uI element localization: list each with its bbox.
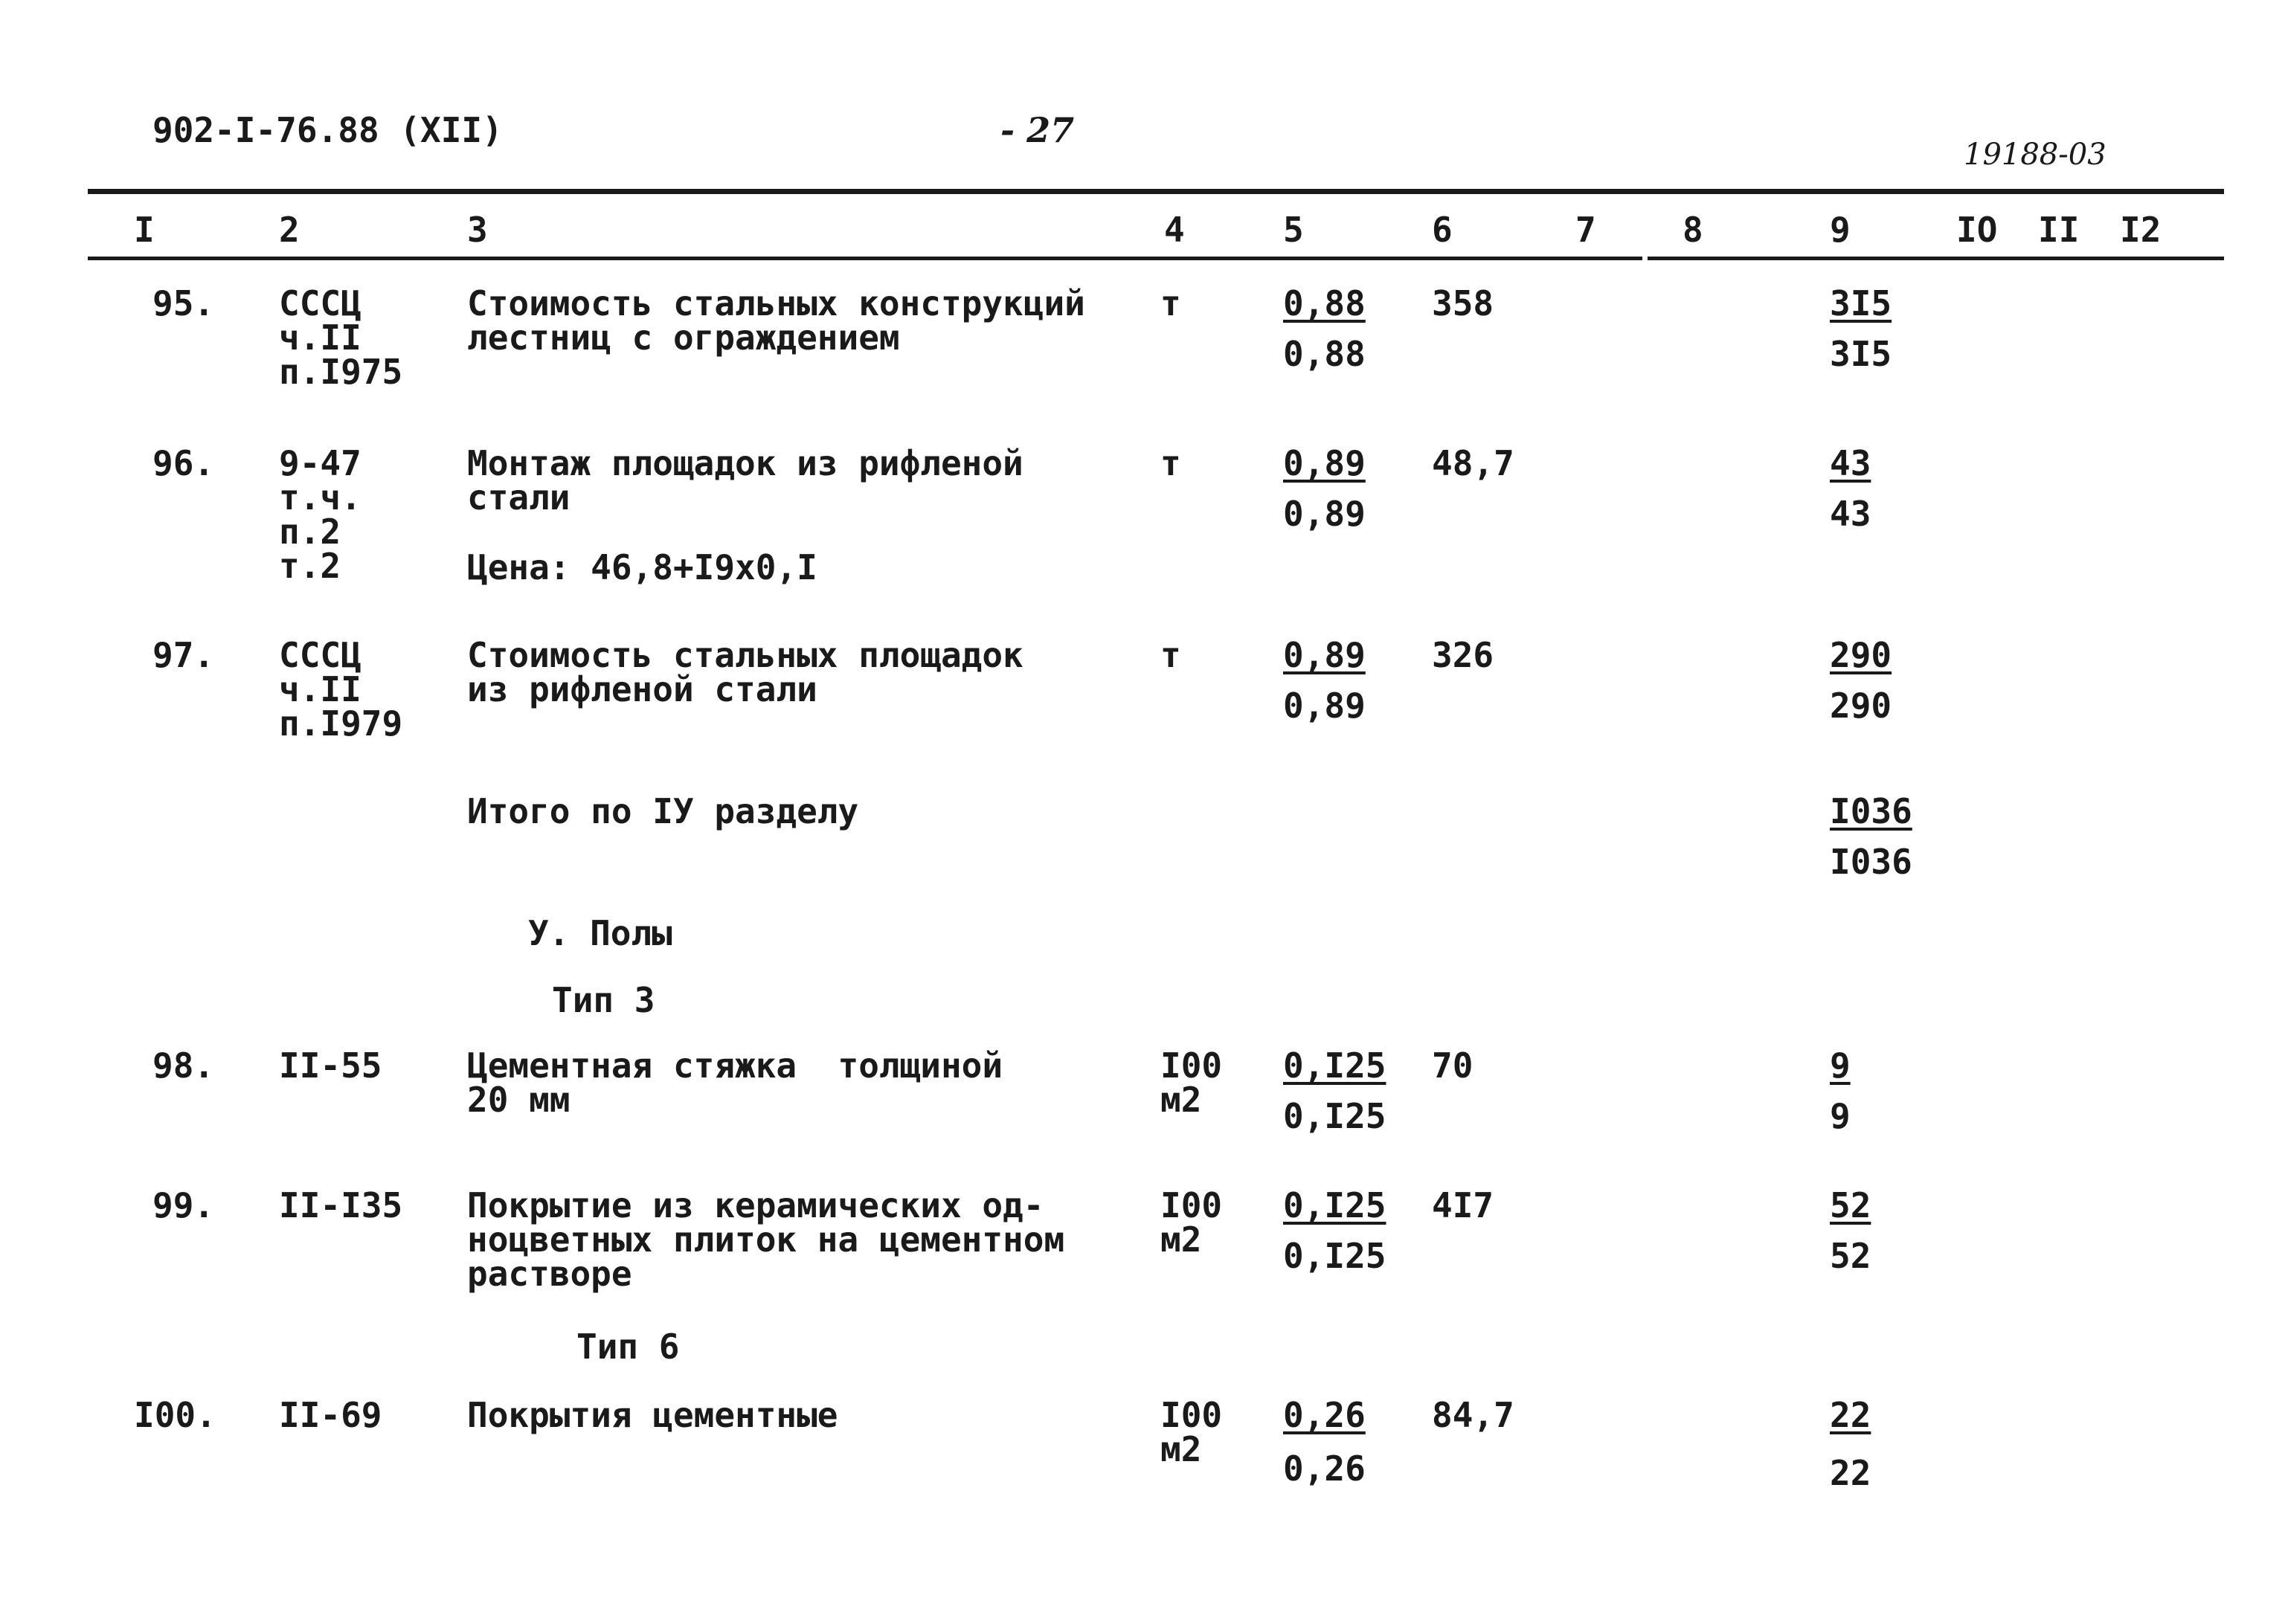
- row-quantity-bottom: 0,89: [1283, 494, 1366, 534]
- row-description: Стоимость стальных площадок из рифленой стали: [467, 635, 1023, 709]
- section-type-label: Тип 6: [576, 1327, 680, 1367]
- column-header-2: 2: [279, 210, 300, 250]
- page-number: - 27: [1000, 110, 1075, 150]
- column-header-4: 4: [1164, 210, 1185, 250]
- handwritten-reference: 19188-03: [1964, 138, 2106, 172]
- row-number: 97.: [152, 635, 215, 675]
- row-code: II-69: [279, 1395, 382, 1435]
- row-total-top: 9: [1830, 1045, 1851, 1086]
- row-quantity-bottom: 0,I25: [1283, 1096, 1386, 1136]
- column-header-3: 3: [467, 210, 488, 250]
- column-header-9: 9: [1830, 210, 1851, 250]
- document-code: 902-I-76.88 (XII): [152, 110, 503, 150]
- row-total-top: 290: [1830, 635, 1892, 675]
- row-total-bottom: 22: [1830, 1453, 1871, 1493]
- row-number: I00.: [134, 1395, 216, 1435]
- row-total-bottom: 43: [1830, 494, 1871, 534]
- row-quantity-top: 0,26: [1283, 1395, 1366, 1435]
- row-quantity-bottom: 0,I25: [1283, 1236, 1386, 1276]
- row-description: Стоимость стальных конструкций лестниц с ограждением: [467, 283, 1085, 358]
- row-quantity-top: 0,88: [1283, 283, 1366, 323]
- row-price: 4I7: [1432, 1185, 1494, 1225]
- row-code: СССЦ ч.II п.I975: [279, 283, 403, 392]
- column-header-8: 8: [1683, 210, 1703, 250]
- header-rule-left: [88, 257, 1642, 260]
- row-code: СССЦ ч.II п.I979: [279, 635, 403, 744]
- section-type-label: Тип 3: [552, 980, 655, 1020]
- row-total-bottom: 52: [1830, 1236, 1871, 1276]
- row-code: II-55: [279, 1045, 382, 1086]
- row-unit: I00 м2: [1160, 1395, 1223, 1469]
- row-code: II-I35: [279, 1185, 403, 1225]
- row-total-bottom: 290: [1830, 686, 1892, 726]
- row-price-note: Цена: 46,8+I9х0,I: [467, 547, 817, 587]
- row-quantity-bottom: 0,88: [1283, 334, 1366, 374]
- column-header-1: I: [134, 210, 155, 250]
- row-unit: т: [1160, 443, 1181, 483]
- column-header-5: 5: [1283, 210, 1304, 250]
- row-price: 84,7: [1432, 1395, 1514, 1435]
- subtotal-total-top: I036: [1830, 791, 1912, 831]
- section-title: У. Полы: [528, 913, 672, 953]
- row-quantity-top: 0,89: [1283, 635, 1366, 675]
- row-total-top: 52: [1830, 1185, 1871, 1225]
- row-total-top: 43: [1830, 443, 1871, 483]
- column-header-11: II: [2038, 210, 2080, 250]
- row-number: 96.: [152, 443, 215, 483]
- column-header-7: 7: [1575, 210, 1596, 250]
- row-number: 95.: [152, 283, 215, 323]
- row-description: Покрытия цементные: [467, 1395, 838, 1435]
- row-unit: I00 м2: [1160, 1185, 1223, 1260]
- row-unit: т: [1160, 635, 1181, 675]
- row-description: Цементная стяжка толщиной 20 мм: [467, 1045, 1003, 1120]
- row-quantity-top: 0,I25: [1283, 1045, 1386, 1086]
- row-price: 70: [1432, 1045, 1473, 1086]
- row-code: 9-47 т.ч. п.2 т.2: [279, 443, 361, 586]
- row-total-top: 22: [1830, 1395, 1871, 1435]
- row-quantity-top: 0,89: [1283, 443, 1366, 483]
- header-rule-right: [1648, 257, 2224, 260]
- row-total-bottom: 9: [1830, 1096, 1851, 1136]
- row-unit: I00 м2: [1160, 1045, 1223, 1120]
- row-number: 98.: [152, 1045, 215, 1086]
- row-description: Покрытие из керамических од- ноцветных плиток на цементном растворе: [467, 1185, 1065, 1294]
- row-price: 358: [1432, 283, 1494, 323]
- subtotal-label: Итого по IУ разделу: [467, 791, 859, 831]
- row-unit: т: [1160, 283, 1181, 323]
- top-rule: [88, 189, 2224, 194]
- column-header-10: IO: [1956, 210, 1998, 250]
- row-total-top: 3I5: [1830, 283, 1892, 323]
- row-price: 48,7: [1432, 443, 1514, 483]
- column-header-6: 6: [1432, 210, 1453, 250]
- column-header-12: I2: [2120, 210, 2162, 250]
- row-description: Монтаж площадок из рифленой стали: [467, 443, 1023, 518]
- row-price: 326: [1432, 635, 1494, 675]
- row-quantity-top: 0,I25: [1283, 1185, 1386, 1225]
- row-number: 99.: [152, 1185, 215, 1225]
- subtotal-total-bottom: I036: [1830, 842, 1912, 882]
- row-quantity-bottom: 0,26: [1283, 1449, 1366, 1489]
- row-quantity-bottom: 0,89: [1283, 686, 1366, 726]
- row-total-bottom: 3I5: [1830, 334, 1892, 374]
